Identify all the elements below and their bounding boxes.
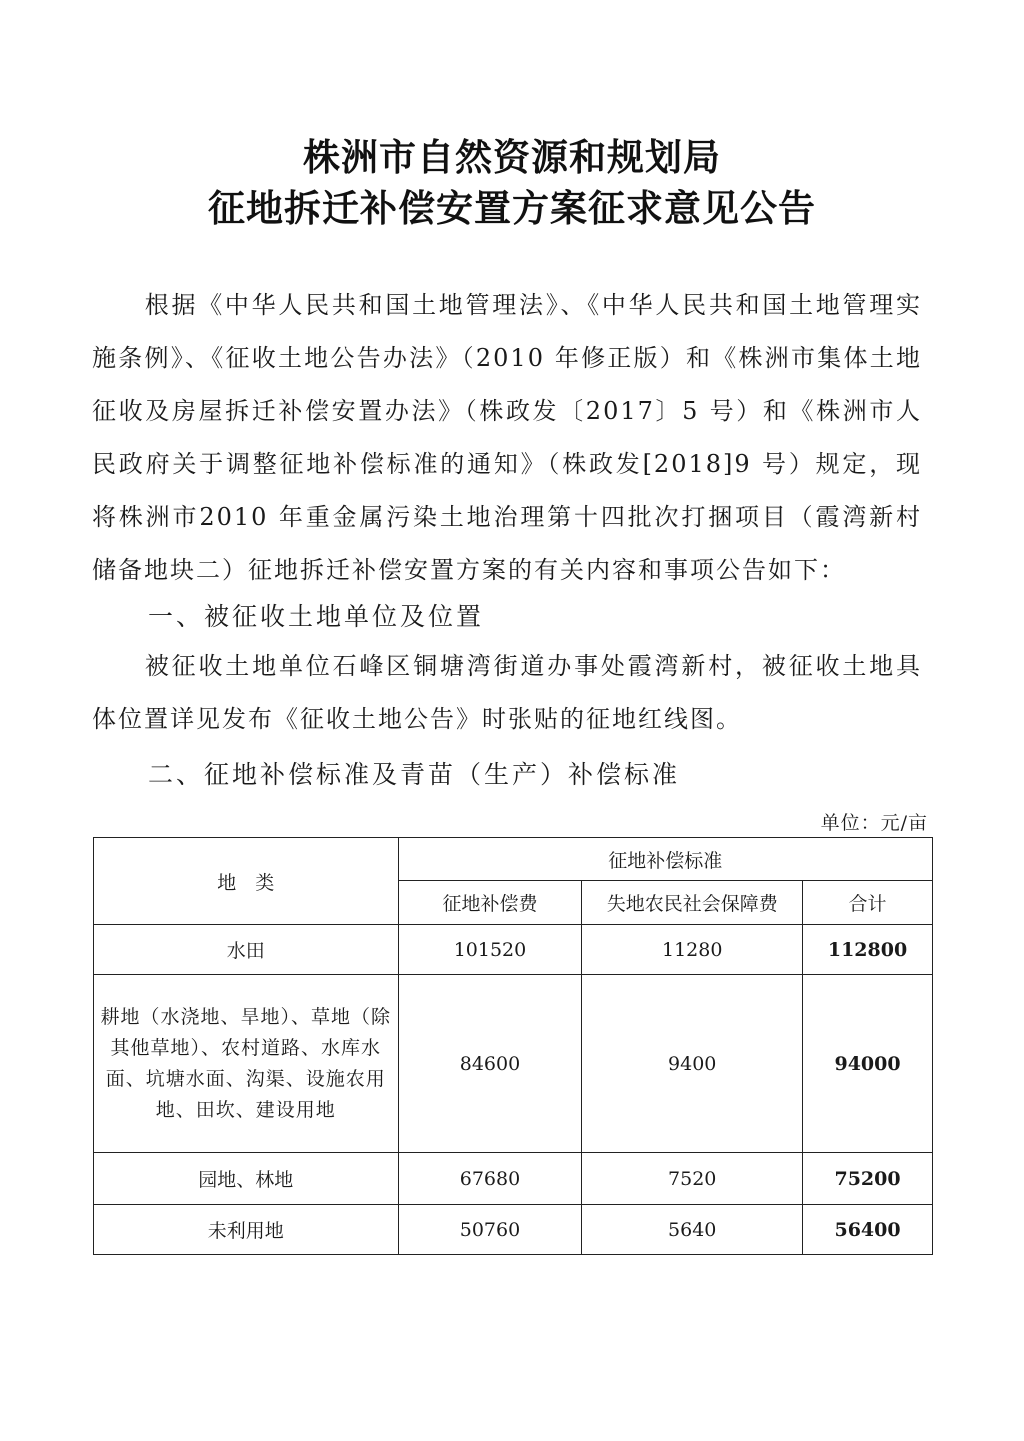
section-heading-2: 二、征地补偿标准及青苗（生产）补偿标准 xyxy=(148,760,681,789)
header-group: 征地补偿标准 xyxy=(398,838,932,881)
table-row xyxy=(94,1205,933,1255)
row-total: 112800 xyxy=(803,925,933,975)
row-category: 园地、林地 xyxy=(94,1153,399,1205)
header-total: 合计 xyxy=(803,881,933,925)
row-compensation: 67680 xyxy=(398,1153,582,1205)
row-category: 耕地（水浇地、旱地）、草地（除其他草地）、农村道路、水库水面、坑塘水面、沟渠、设施农用地、田坎、建设用地 xyxy=(94,975,399,1153)
document-title-line1: 株洲市自然资源和规划局 xyxy=(303,136,721,179)
row-total: 56400 xyxy=(803,1205,933,1255)
row-compensation: 84600 xyxy=(398,975,582,1153)
row-category: 未利用地 xyxy=(94,1205,399,1255)
row-social-security: 5640 xyxy=(582,1205,803,1255)
location-paragraph-text: 被征收土地单位石峰区铜塘湾街道办事处霞湾新村，被征收土地具体位置详见发布《征收土地公告》时张贴的征地红线图。 xyxy=(92,652,922,733)
row-compensation: 101520 xyxy=(398,925,582,975)
intro-paragraph xyxy=(92,279,922,597)
row-compensation: 50760 xyxy=(398,1205,582,1255)
intro-paragraph-text: 根据《中华人民共和国土地管理法》、《中华人民共和国土地管理实施条例》、《征收土地公告办法》（2010 年修正版）和《株洲市集体土地征收及房屋拆迁补偿安置办法》（株政发〔2017〕5 号）和《株洲市人民政府关于调整征地补偿标准的通知》（株政发[2018]9 号）规定，现将株洲市2010 年重金属污染土地治理第十四批次打捆项目（霞湾新村储备地块二）征地拆迁补偿安置方案的有关内容和事项公告如下： xyxy=(92,291,922,584)
table-row xyxy=(94,1153,933,1205)
row-total: 75200 xyxy=(803,1153,933,1205)
row-total: 94000 xyxy=(803,975,933,1153)
document-title-line2: 征地拆迁补偿安置方案征求意见公告 xyxy=(208,187,816,230)
header-social-security: 失地农民社会保障费 xyxy=(582,881,803,925)
header-category: 地 类 xyxy=(94,838,399,925)
table-row xyxy=(94,975,933,1153)
section-heading-1: 一、被征收土地单位及位置 xyxy=(148,602,485,631)
table-row xyxy=(94,925,933,975)
row-category: 水田 xyxy=(94,925,399,975)
location-paragraph xyxy=(92,640,922,746)
unit-label: 单位：元/亩 xyxy=(820,812,928,834)
row-social-security: 9400 xyxy=(582,975,803,1153)
header-compensation: 征地补偿费 xyxy=(398,881,582,925)
row-social-security: 11280 xyxy=(582,925,803,975)
row-social-security: 7520 xyxy=(582,1153,803,1205)
compensation-table xyxy=(93,837,933,1255)
